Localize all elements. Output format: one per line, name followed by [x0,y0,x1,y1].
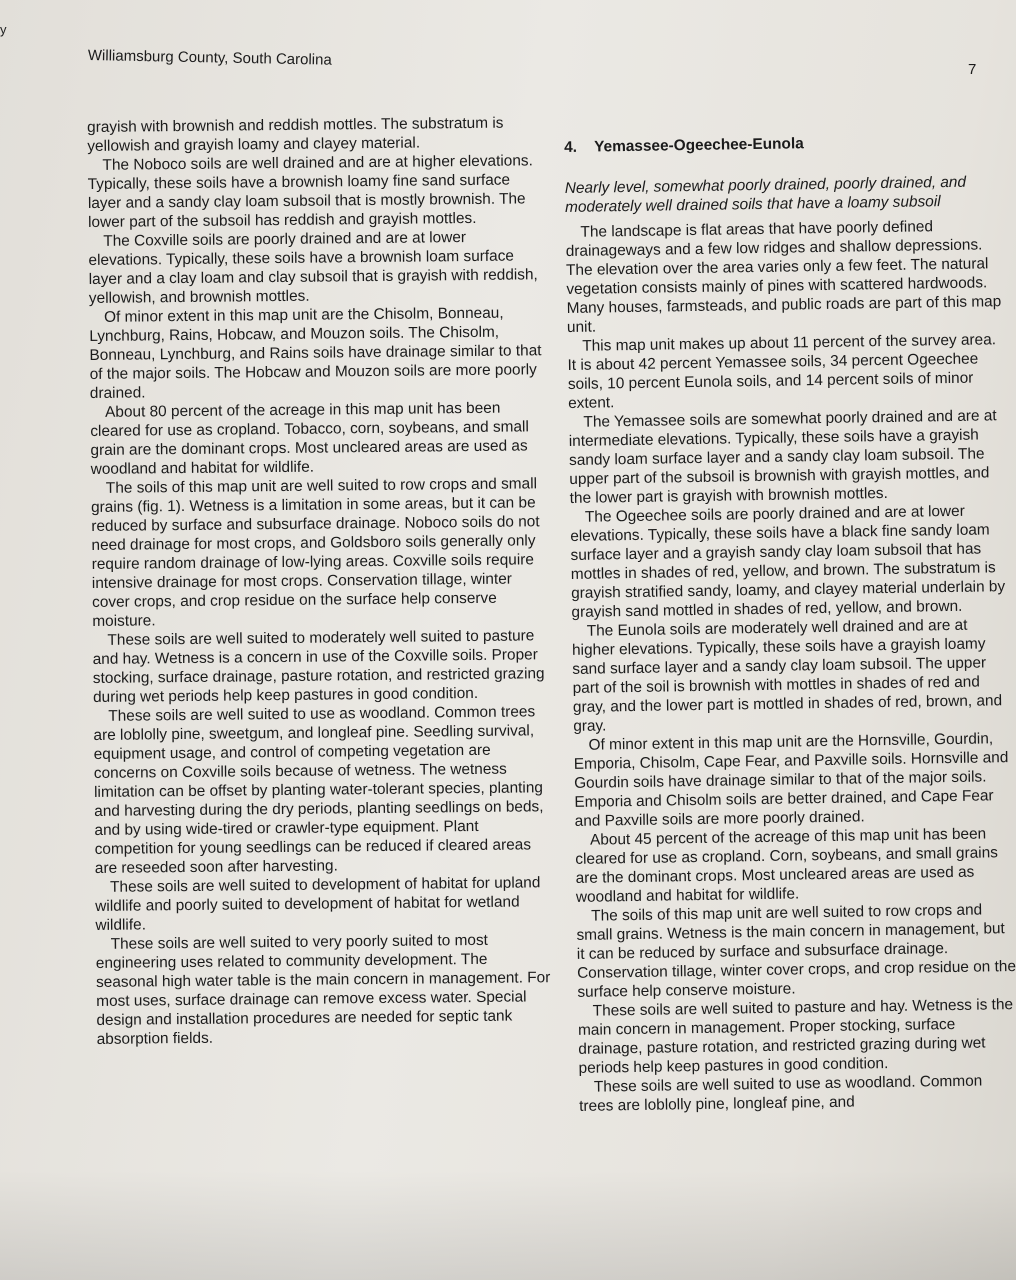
paragraph: About 45 percent of the acreage of this map unit has been cleared for use as cropland. Corn, soybeans, and small grains are the dominant crops. Most uncleared areas are used as woodland and habitat for wildlife. [575,825,999,906]
margin-mark: y [0,22,7,37]
paragraph: These soils are well suited to pasture and hay. Wetness is the main concern in management. Proper stocking, surface drainage, pasture rotation, and restricted grazing during wet periods help keep pastures in good condition. [577,996,1014,1077]
paragraph: The Coxville soils are poorly drained and are at lower elevations. Typically, these soils have a brownish loam surface layer and a clay loam and clay subsoil that is grayish with reddish, yellowish, and brownish mottles. [88,229,538,307]
paragraph: The Yemassee soils are somewhat poorly drained and are at intermediate elevations. Typically, these soils have a grayish sandy loam surface layer and a sandy clay loam subsoil. The upper part of the subsoil is brownish with grayish mottles, and the lower part is grayish with brownish mottles. [568,407,997,507]
paragraph: These soils are well suited to moderately well suited to pasture and hay. Wetness is a concern in use of the Coxville soils. Proper stocking, surface drainage, pasture rotation, and restricted grazing during wet periods help keep pastures in good condition. [92,627,545,706]
right-column [564,131,1016,1116]
section-number: 4. [564,138,578,156]
paragraph: The Ogeechee soils are poorly drained and are at lower elevations. Typically, these soils have a black fine sandy loam surface layer and a grayish sandy clay loam subsoil that has mottles in shades of red, yellow, and brown. The substratum is grayish stratified sandy, loamy, and clayey material underlain by grayish sand mottled in shades of red, yellow, and brown. [570,502,1006,621]
paragraph: The Eunola soils are moderately well drained and are at higher elevations. Typically, these soils have a grayish loamy sand surface layer and a sandy clay loam subsoil. The upper part of the soil is brownish with mottles in shades of red and gray, and the lower part is mottled in shades of red, brown, and gray. [571,616,1003,735]
paragraph: The landscape is flat areas that have poorly defined drainageways and a few low ridges and shallow depressions. The elevation over the area varies only a few feet. The natural vegetation consists mainly of pines with scattered hardwoods. Many houses, farmsteads, and public roads are part of this map unit. [565,218,1002,336]
paragraph: These soils are well suited to very poorly suited to most engineering uses related to community development. The seasonal high water table is the main concern in management. For most uses, surface drainage can remove excess water. Special design and installation procedures are needed for septic tank absorption fields. [95,931,551,1048]
paragraph: The soils of this map unit are well suited to row crops and small grains (fig. 1). Wetness is a limitation in some areas, but it can be reduced by surface and subsurface drainage. Noboco soils do not need drainage for most crops, and Goldsboro soils generally only require random drainage of low-lying areas. Coxville soils require intensive drainage for most crops. Conservation tillage, winter cover crops, and crop residue on the surface help conserve moisture. [90,475,540,630]
paragraph: About 80 percent of the acreage in this map unit has been cleared for use as cropland. Tobacco, corn, soybeans, and small grain are the dominant crops. Most uncleared areas are used as woodland and habitat for wildlife. [90,399,529,478]
paragraph: Of minor extent in this map unit are the Chisolm, Bonneau, Lynchburg, Rains, Hobcaw, and Mouzon soils. The Chisolm, Bonneau, Lynchburg, and Rains soils have drainage similar to that of the major soils. The Hobcaw and Mouzon soils are more poorly drained. [89,304,542,402]
paragraph: This map unit makes up about 11 percent of the survey area. It is about 42 percent Yemassee soils, 34 percent Ogeechee soils, 10 percent Eunola soils, and 14 percent soils of minor extent. [567,331,997,412]
paragraph: The Noboco soils are well drained and are at higher elevations. Typically, these soils have a brownish loamy fine sand surface layer and a sandy clay loam subsoil that is mostly brownish. The lower part of the subsoil has reddish and grayish mottles. [87,152,533,231]
paragraph: The soils of this map unit are well suited to row crops and small grains. Wetness is the main concern in management, but it can be reduced by surface and subsurface drainage. Conservation tillage, winter cover crops, and crop residue on the surface help conserve moisture. [576,901,1016,1001]
running-head: Williamsburg County, South Carolina [87,47,332,69]
paragraph: These soils are well suited to development of habitat for upland wildlife and poorly suited to development of habitat for wetland wildlife. [95,874,541,934]
paragraph: These soils are well suited to use as woodland. Common trees are loblolly pine, sweetgum, and longleaf pine. Seedling survival, equipment usage, and control of competing vegetation are concerns on Coxville soils because of wetness. The wetness limitation can be offset by planting water-tolerant species, planting and harvesting during the dry periods, planting seedlings on beds, and by using wide-tired or crawler-type equipment. Plant competition for young seedlings can be reduced if cleared areas are reseeded soon after harvesting. [93,703,544,877]
section-title: Yemassee-Ogeechee-Eunola [594,135,804,156]
paragraph: These soils are well suited to use as woodland. Common trees are loblolly pine, longleaf pine, and [579,1072,983,1115]
paragraph: grayish with brownish and reddish mottles. The substratum is yellowish and grayish loamy and clayey material. [87,114,504,155]
page-shadow [0,1170,1016,1280]
paragraph: Of minor extent in this map unit are the Hornsville, Gourdin, Emporia, Chisolm, Cape Fear, and Paxville soils. Hornsville and Gourdin soils have drainage similar to that of the major soils. Emporia and Chisolm soils are better drained, and Cape Fear and Paxville soils are more poorly drained. [573,730,1009,830]
section-subtitle: Nearly level, somewhat poorly drained, poorly drained, and moderately well drained soils that have a loamy subsoil [564,173,967,216]
section-heading [564,131,1004,157]
left-column [87,113,552,1049]
page-number: 7 [968,61,977,78]
